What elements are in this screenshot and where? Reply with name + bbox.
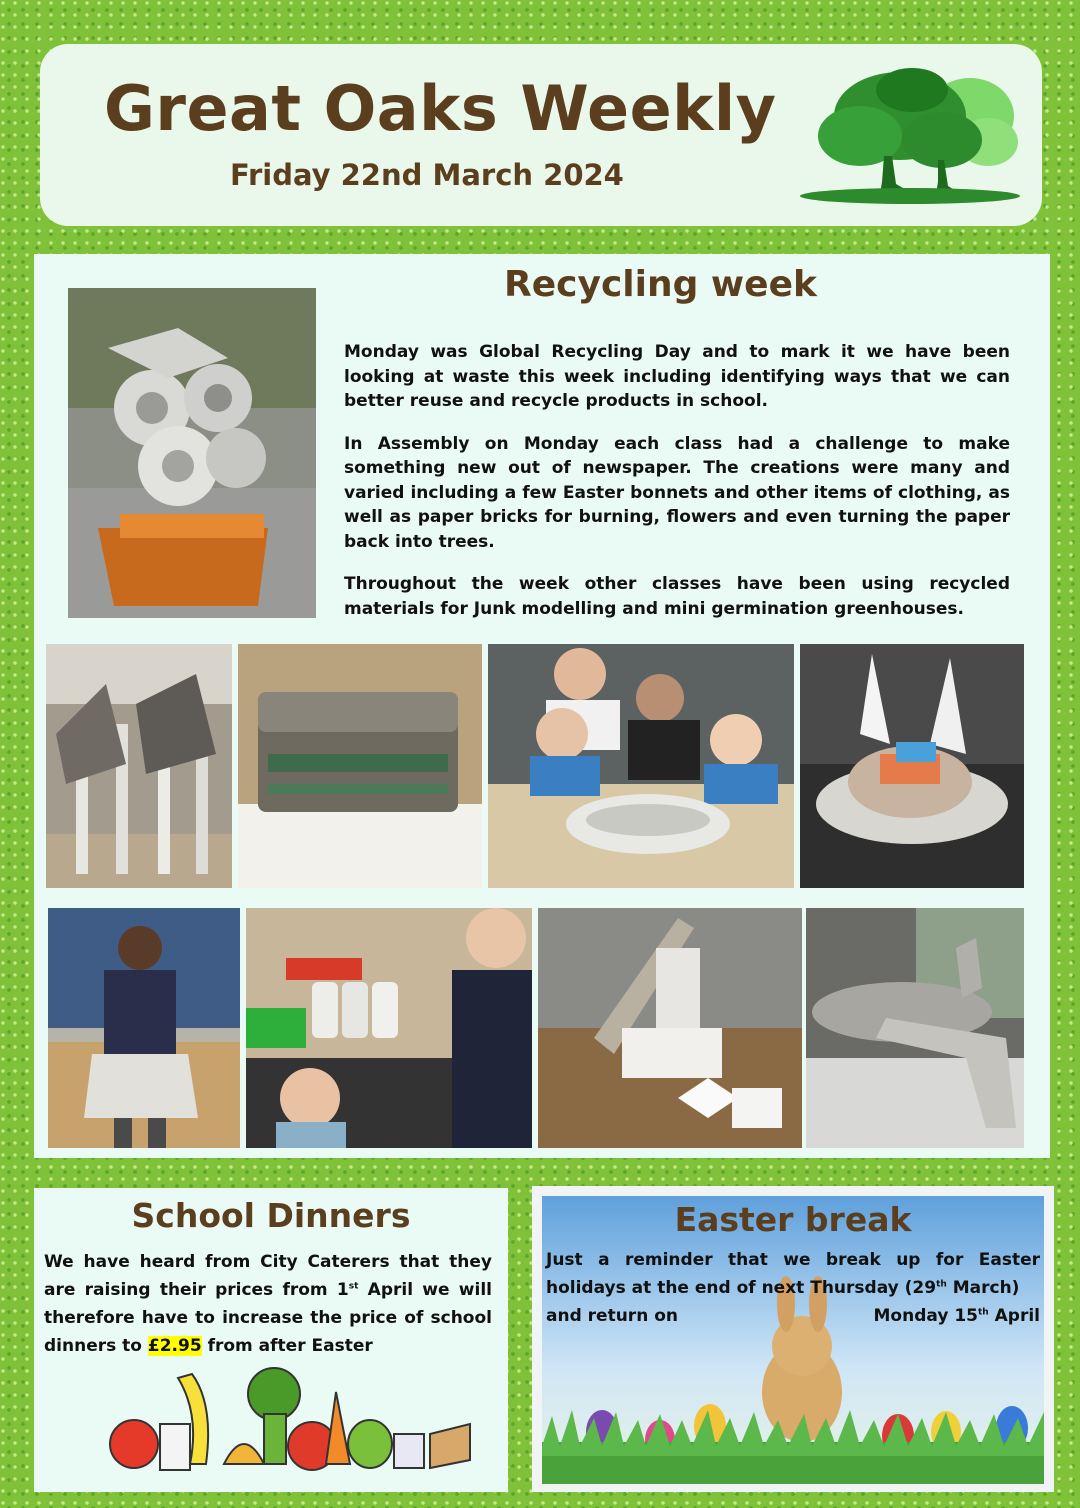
section-heading: Recycling week (504, 264, 817, 305)
junk-model-photo (538, 908, 802, 1148)
article-paragraph: Throughout the week other classes have been using recycled materials for Junk modelling and mini germination greenhouses. (344, 574, 1010, 619)
children-with-paper-basket-photo (488, 644, 794, 888)
easter-line-1: Just a reminder that we break up for Easter (546, 1250, 1040, 1270)
recycling-week-section (34, 254, 1050, 1158)
newspaper-trees-photo (46, 644, 232, 888)
return-month: April (988, 1306, 1040, 1326)
highlighted-price: £2.95 (147, 1336, 202, 1356)
ordinal-suffix: th (977, 1307, 989, 1318)
dinners-text-end: from after Easter (201, 1336, 373, 1356)
dinners-text-middle: April we will therefore have to increase the price of school dinners to (44, 1280, 492, 1356)
paper-aeroplane-model-photo (806, 908, 1024, 1148)
school-dinners-section (34, 1188, 508, 1492)
easter-break-section (532, 1186, 1054, 1492)
easter-line-2-text: holidays at the end of next Thursday (29 (546, 1278, 937, 1298)
masthead (40, 44, 1042, 226)
newsletter-date: Friday 22nd March 2024 (230, 158, 624, 192)
ordinal-suffix: st (348, 1281, 359, 1292)
dinners-text-start: We have heard from City Caterers that they are raising their prices from 1 (44, 1252, 492, 1300)
section-heading: School Dinners (131, 1196, 411, 1235)
oak-trees-icon (792, 64, 1032, 208)
article-paragraph: In Assembly on Monday each class had a challenge to make something new out of newspaper. The creations were many and varied including a few Easter bonnets and other items of clothing, as well as paper bricks for burning, flowers and even turning the paper back into trees. (344, 433, 1010, 552)
newspaper-flowers-photo (68, 288, 316, 618)
article-paragraph: Monday was Global Recycling Day and to mark it we have been looking at waste this week including identifying ways that we can better reuse and recycle products in school. (344, 342, 1010, 411)
easter-line-2-end: March) (946, 1278, 1020, 1298)
section-heading: Easter break (674, 1200, 912, 1239)
dinners-article (44, 1248, 492, 1360)
easter-bunny-eggs-grass-image (542, 1196, 1044, 1484)
recycling-article (344, 340, 1010, 639)
easter-line-2 (546, 1274, 1040, 1302)
return-date: Monday 15 (873, 1306, 978, 1326)
easter-line-3-left: and return on (546, 1306, 678, 1326)
ordinal-suffix: th (936, 1279, 947, 1290)
germination-greenhouses-photo (246, 908, 532, 1148)
newspaper-skirt-photo (48, 908, 240, 1148)
easter-line-3 (546, 1302, 1040, 1330)
easter-bonnet-photo (800, 644, 1024, 888)
easter-article (546, 1246, 1040, 1330)
cartoon-food-characters-icon (74, 1364, 474, 1484)
paper-brick-photo (238, 644, 482, 888)
newsletter-title: Great Oaks Weekly (104, 72, 777, 145)
